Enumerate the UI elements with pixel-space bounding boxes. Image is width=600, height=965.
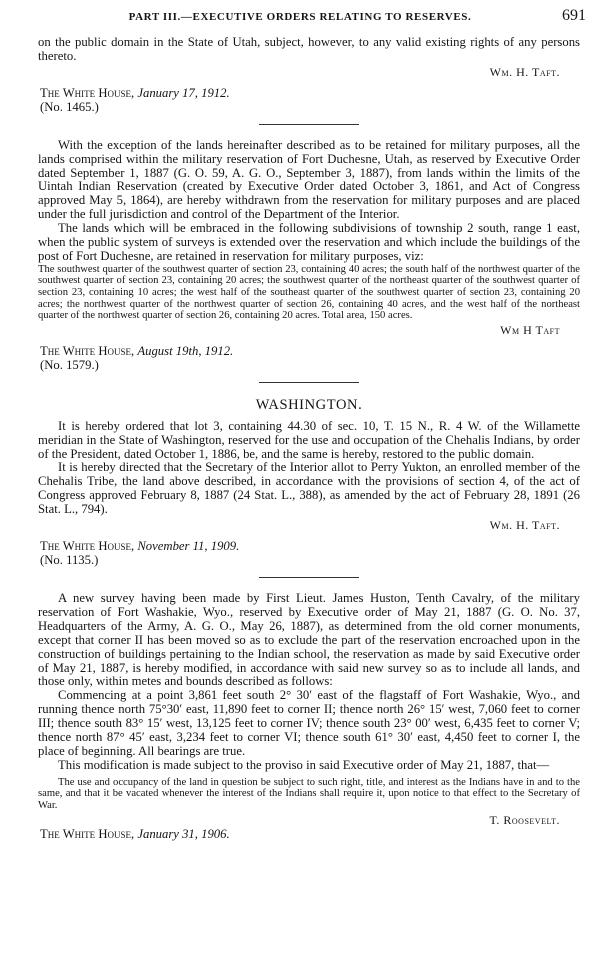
order-fort-duchesne-1579 — [38, 139, 580, 372]
order-washington-1135 — [38, 397, 580, 567]
order-paragraph: With the exception of the lands hereinafter described as to be retained for military purposes, all the lands comprised within the military reservation of Fort Duchesne, Utah, as reserved by Executive Order dated September 1, 1887 (G. O. 59, A. G. O., September 3, 1887), from lands within the limits of the Uintah Indian Reservation (created by Executive Order dated October 3, 1861, and Act of Congress approved May 5, 1864), are hereby withdrawn from the reservation for military purposes and are placed under the full jurisdiction and control of the Department of the Interior. — [38, 137, 580, 222]
dateline — [38, 344, 580, 358]
order-paragraph: It is hereby directed that the Secretary of the Interior allot to Perry Yukton, an enrolled member of the Chehalis Tribe, the land above described, in accordance with the provisions of section 4, of the act of Congress approved February 8, 1887 (24 Stat. L., 388), as amended by the act of February 28, 1891 (26 Stat. L., 794). — [38, 460, 580, 517]
order-paragraph: It is hereby ordered that lot 3, containing 44.30 of sec. 10, T. 15 N., R. 4 W. of the Willamette meridian in the State of Washington, reserved for the use and occupation of the Chehalis Indians, by order of the President, dated October 1, 1886, be, and the same is hereby, restored to the public domain. — [38, 418, 580, 461]
order-text: on the public domain in the State of Utah, subject, however, to any valid existing rights of any persons thereto. — [38, 35, 580, 63]
order-utah-1465 — [38, 36, 580, 114]
dateline-place: The White House, — [40, 343, 135, 358]
page-body — [38, 36, 580, 841]
signature: T. Roosevelt. — [489, 812, 560, 827]
dateline-place: The White House, — [40, 85, 135, 100]
dateline-date: January 17, 1912. — [137, 85, 230, 100]
signature: Wm. H. Taft. — [489, 64, 560, 79]
section-divider — [259, 577, 359, 578]
dateline-place: The White House, — [40, 539, 135, 553]
dateline — [38, 86, 580, 100]
dateline-date: November 11, 1909. — [137, 539, 240, 553]
dateline-date: January 31, 1906. — [137, 827, 230, 842]
order-number: (No. 1579.) — [40, 357, 99, 372]
order-number: (No. 1135.) — [40, 553, 99, 567]
dateline-date: August 19th, 1912. — [137, 343, 234, 358]
dateline — [38, 827, 580, 841]
section-divider — [259, 382, 359, 383]
signature: Wm H Taft — [500, 322, 560, 337]
land-description: The southwest quarter of the southwest quarter of section 23, containing 40 acres; the south half of the northwest quarter of the southwest quarter of section 23, containing 20 acres; the southwest quarter of the northeast quarter of the southwest quarter of section 23, containing 10 acres; the west half of the southeast quarter of the southwest quarter of section 23, containing 20 acres; the northwest quarter of the northwest quarter of section 26, containing 40 acres, and the west half of the northeast quarter of the northwest quarter of section 26, containing 20 acres. Total area, 150 acres. — [38, 263, 580, 322]
order-paragraph: A new survey having been made by First Lieut. James Huston, Tenth Cavalry, of the military reservation of Fort Washakie, Wyo., reserved by Executive order of May 21, 1887 (G. O. No. 37, Headquarters of the Army, A. G. O., May 26, 1887), as determined from the old corner monuments, except that corner II has been moved so as to exclude the part of the reservation encroached upon in the construction of buildings pertaining to the Indian school, the reservation as made by said Executive order of May 21, 1887, is hereby modified, in accordance with said new survey so as to include all lands, and those only, within metes and bounds described as follows: — [38, 591, 580, 689]
section-divider — [259, 124, 359, 125]
running-head: PART III.—EXECUTIVE ORDERS RELATING TO RESERVES. — [128, 11, 472, 23]
proviso-text: The use and occupancy of the land in question be subject to such right, title, and interest as the Indians have in and to the same, and that it be vacated whenever the interest of the Indians shall require it, upon notice to that effect to the Secretary of War. — [38, 776, 580, 811]
state-heading: WASHINGTON. — [255, 396, 363, 413]
order-paragraph: Commencing at a point 3,861 feet south 2° 30′ east of the flagstaff of Fort Washakie, Wyo., and running thence north 75°30′ east, 11,890 feet to corner II; thence north 26° 15′ west, 7,060 feet to corner III; thence south 83° 15′ west, 13,125 feet to corner IV; thence south 23° 00′ west, 6,435 feet to corner V; thence north 87° 45′ east, 3,234 feet to corner VI; thence south 61° 30′ east, 4,450 feet to corner I, the place of beginning. All bearings are true. — [38, 688, 580, 758]
signature: Wm. H. Taft. — [489, 518, 560, 533]
dateline — [38, 539, 580, 553]
order-fort-washakie — [38, 592, 580, 841]
page-header — [0, 6, 600, 28]
order-number: (No. 1465.) — [40, 99, 99, 114]
order-paragraph: This modification is made subject to the proviso in said Executive order of May 21, 1887, that— — [58, 757, 550, 772]
dateline-place: The White House, — [40, 827, 135, 842]
page-number: 691 — [562, 7, 586, 24]
order-paragraph: The lands which will be embraced in the following subdivisions of township 2 south, range 1 east, when the public system of surveys is extended over the reservation and which include the buildings of the post of Fort Duchesne, are retained in reservation for military purposes, viz: — [38, 221, 580, 263]
